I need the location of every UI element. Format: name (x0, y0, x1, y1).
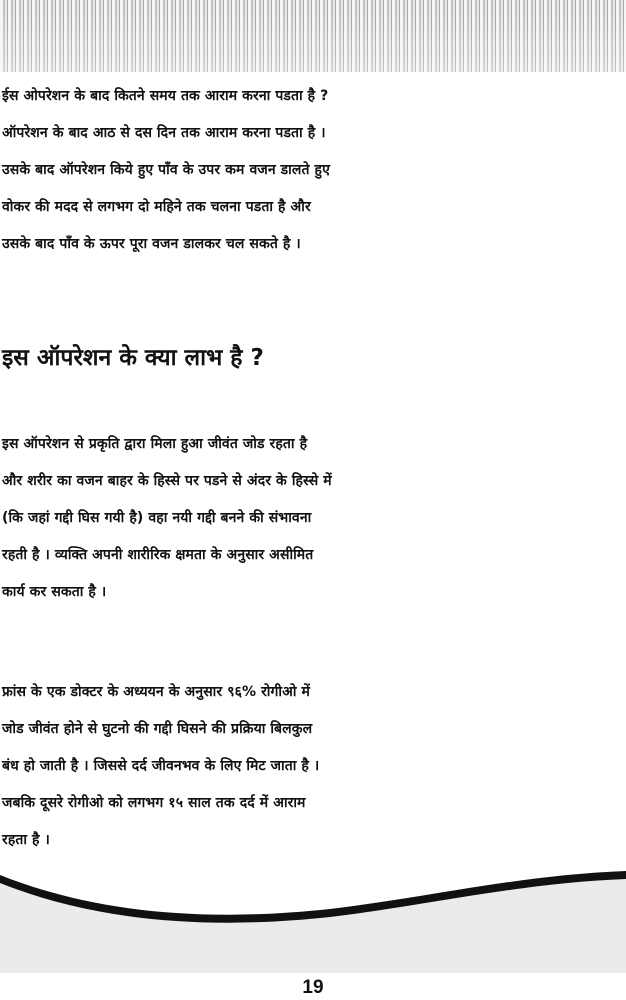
text-line: रहता है । (2, 832, 50, 848)
text-line: बंध हो जाती है । जिससे दर्द जीवनभव के लिए मिट जाता है । (2, 758, 320, 774)
paragraph-study-result (2, 674, 622, 859)
text-line: ईस ओपरेशन के बाद कितने समय तक आराम करना पडता है ? (2, 88, 329, 104)
text-line: उसके बाद पाँव के ऊपर पूरा वजन डालकर चल सकते है । (2, 236, 301, 252)
text-line: उसके बाद ऑपरेशन किये हुए पाँव के उपर कम वजन डालते हुए (2, 162, 330, 178)
footer-wave-fill (0, 875, 626, 973)
footer-wave-decoration (0, 865, 626, 973)
header-striped-band (0, 0, 626, 72)
paragraph-benefits (2, 426, 622, 611)
text-line: फ्रांस के एक डोक्टर के अध्ययन के अनुसार ९६% रोगीओ में (2, 684, 310, 700)
page-number: 19 (302, 977, 324, 998)
text-line: (कि जहां गद्दी घिस गयी है) वहा नयी गद्दी बनने की संभावना (2, 510, 312, 526)
text-line: कार्य कर सकता है । (2, 584, 107, 600)
text-line: रहती है । व्यक्ति अपनी शारीरिक क्षमता के अनुसार असीमित (2, 547, 314, 563)
text-line: और शरीर का वजन बाहर के हिस्से पर पडने से अंदर के हिस्से में (2, 473, 332, 489)
text-line: जबकि दूसरे रोगीओ को लगभग १५ साल तक दर्द में आराम (2, 795, 306, 811)
text-line: जोड जीवंत होने से घुटनो की गद्दी घिसने की प्रक्रिया बिलकुल (2, 721, 313, 737)
text-line: इस ऑपरेशन से प्रकृति द्वारा मिला हुआ जीवंत जोड रहता है (2, 436, 308, 452)
text-line: ऑपरेशन के बाद आठ से दस दिन तक आराम करना पडता है । (2, 125, 326, 141)
text-line: वोकर की मदद से लगभग दो महिने तक चलना पडता है और (2, 199, 311, 215)
paragraph-rest-duration (2, 78, 622, 263)
section-heading-benefits: इस ऑपरेशन के क्या लाभ है ? (2, 345, 264, 371)
